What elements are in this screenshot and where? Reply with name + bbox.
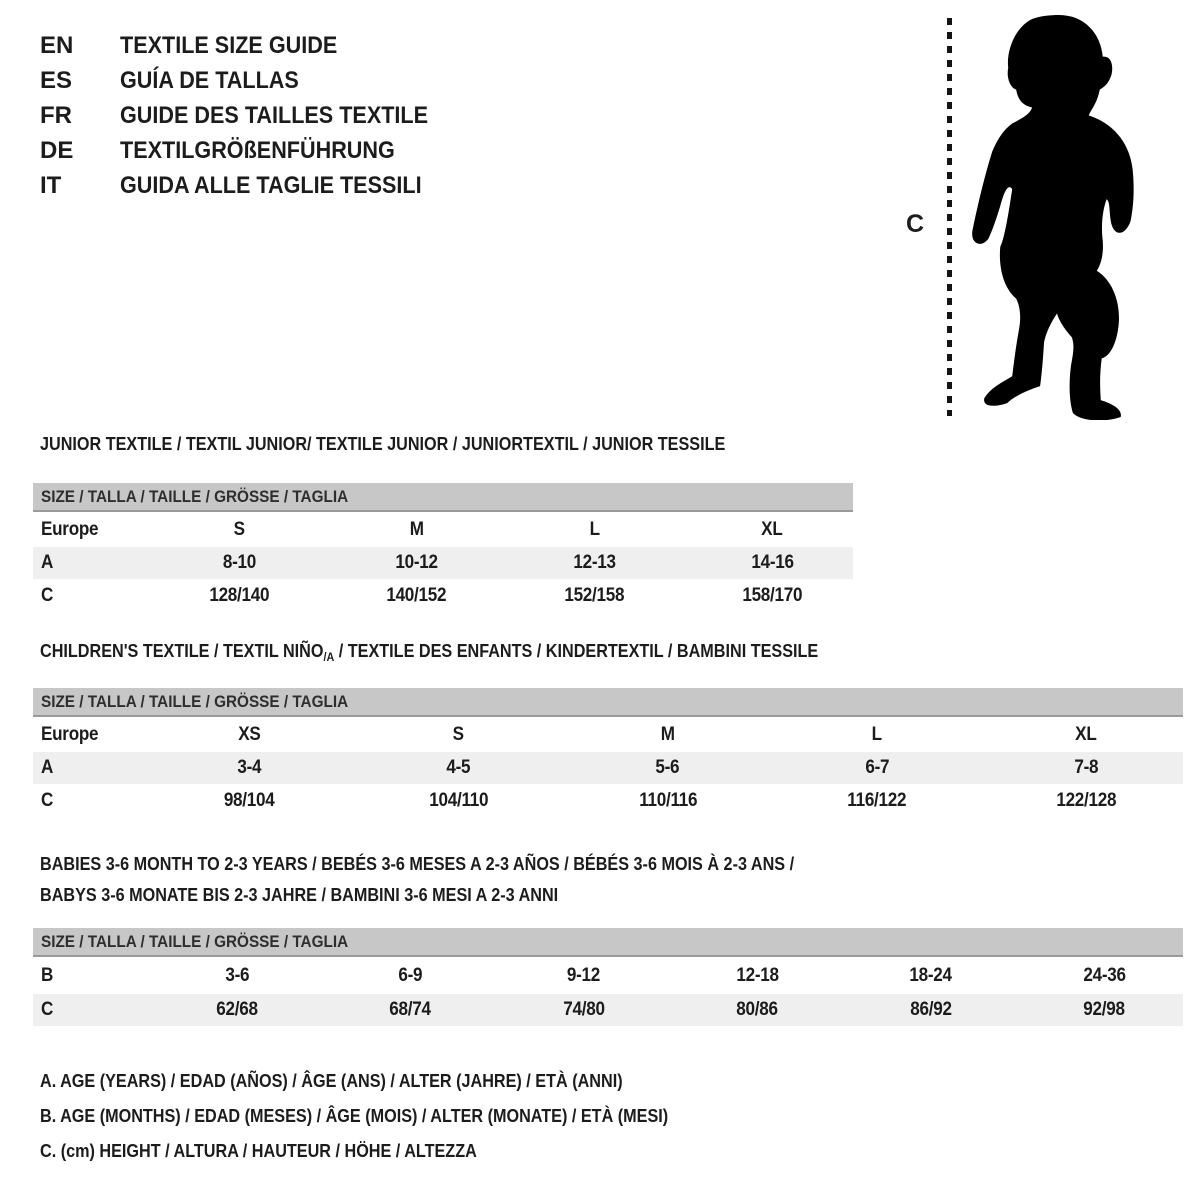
age-cell: 4-5: [446, 757, 471, 778]
row-label: C: [41, 789, 54, 811]
language-title-list: [40, 28, 462, 203]
table-row-height: [33, 784, 1183, 817]
months-cell: 6-9: [398, 964, 423, 986]
lang-row-es: [40, 63, 462, 98]
height-cell: 122/128: [1056, 789, 1117, 811]
size-header-text: SIZE / TALLA / TAILLE / GRÖSSE / TAGLIA: [41, 931, 349, 951]
table-row-region: [33, 512, 853, 547]
months-cell: 24-36: [1083, 964, 1126, 986]
table-row-age: [33, 547, 853, 579]
size-cell: M: [660, 723, 675, 745]
size-cell: L: [589, 518, 600, 540]
guide-title: GUÍA DE TALLAS: [120, 67, 299, 94]
guide-title: TEXTILGRÖßENFÜHRUNG: [120, 137, 395, 164]
height-cell: 152/158: [564, 584, 625, 606]
row-label: B: [41, 964, 54, 986]
row-label: Europe: [41, 518, 99, 540]
table-row-age: [33, 752, 1183, 784]
height-cell: 62/68: [216, 999, 258, 1020]
lang-code: IT: [40, 172, 62, 199]
junior-heading-text: JUNIOR TEXTILE / TEXTIL JUNIOR/ TEXTILE JUNIOR / JUNIORTEXTIL / JUNIOR TESSILE: [40, 434, 726, 454]
size-header-text: SIZE / TALLA / TAILLE / GRÖSSE / TAGLIA: [41, 691, 349, 711]
row-label: C: [41, 584, 54, 606]
row-label: A: [41, 757, 54, 778]
height-cell: 92/98: [1083, 999, 1125, 1020]
babies-heading-line1: BABIES 3-6 MONTH TO 2-3 YEARS / BEBÉS 3-6 MESES A 2-3 AÑOS / BÉBÉS 3-6 MOIS À 2-3 ANS /: [40, 854, 795, 874]
guide-title: GUIDE DES TAILLES TEXTILE: [120, 102, 429, 129]
age-cell: 5-6: [655, 757, 680, 778]
height-measure-dashed-line: [947, 18, 952, 416]
height-cell: 86/92: [910, 999, 952, 1020]
children-size-table: [33, 688, 1183, 817]
measure-legend: [40, 1064, 738, 1169]
age-cell: 8-10: [222, 552, 256, 573]
lang-row-de: [40, 133, 462, 168]
nino-a-subscript: /A: [323, 650, 335, 664]
guide-title: GUIDA ALLE TAGLIE TESSILI: [120, 172, 422, 199]
height-cell: 110/116: [638, 789, 697, 811]
height-cell: 104/110: [428, 789, 488, 811]
months-cell: 18-24: [909, 964, 952, 986]
size-cell: S: [233, 518, 245, 540]
height-cell: 98/104: [223, 789, 275, 811]
table-row-height: [33, 579, 853, 612]
size-cell: M: [409, 518, 424, 540]
height-cell: 74/80: [563, 999, 605, 1020]
height-cell: 158/170: [742, 584, 803, 606]
size-header-text: SIZE / TALLA / TAILLE / GRÖSSE / TAGLIA: [41, 486, 349, 506]
guide-title: TEXTILE SIZE GUIDE: [120, 32, 338, 59]
size-cell: S: [452, 723, 465, 745]
row-label: A: [41, 552, 54, 573]
size-cell: XL: [1075, 723, 1097, 745]
age-cell: 14-16: [750, 552, 794, 573]
table-row-region: [33, 717, 1183, 752]
legend-line-c: C. (cm) HEIGHT / ALTURA / HAUTEUR / HÖHE / ALTEZZA: [40, 1141, 477, 1161]
size-header-bar: [33, 483, 853, 512]
junior-section-heading: [40, 434, 801, 455]
lang-code: ES: [40, 67, 73, 94]
months-cell: 12-18: [736, 964, 779, 986]
lang-row-it: [40, 168, 462, 203]
lang-code: EN: [40, 32, 74, 59]
lang-row-en: [40, 28, 462, 63]
row-label: C: [41, 999, 54, 1020]
babies-size-table: [33, 928, 1183, 1026]
size-header-bar: [33, 928, 1183, 957]
table-row-age-months: [33, 957, 1183, 994]
age-cell: 12-13: [573, 552, 616, 573]
height-measure-label: C: [906, 210, 925, 238]
legend-line-b: B. AGE (MONTHS) / EDAD (MESES) / ÂGE (MOIS) / ALTER (MONATE) / ETÀ (MESI): [40, 1106, 669, 1126]
height-cell: 68/74: [389, 999, 432, 1020]
children-section-heading: [40, 641, 905, 664]
junior-size-table: [33, 483, 853, 612]
lang-code: DE: [40, 137, 74, 164]
lang-row-fr: [40, 98, 462, 133]
row-label: Europe: [41, 723, 99, 745]
height-cell: 80/86: [736, 999, 779, 1020]
size-cell: L: [871, 723, 883, 745]
height-cell: 128/140: [208, 584, 269, 606]
age-cell: 6-7: [865, 757, 889, 778]
legend-line-a: A. AGE (YEARS) / EDAD (AÑOS) / ÂGE (ANS) / ALTER (JAHRE) / ETÀ (ANNI): [40, 1071, 623, 1091]
size-cell: XS: [238, 723, 261, 745]
table-row-height: [33, 994, 1183, 1026]
size-header-bar: [33, 688, 1183, 717]
size-cell: XL: [761, 518, 783, 540]
age-cell: 10-12: [395, 552, 438, 573]
months-cell: 3-6: [225, 964, 249, 986]
babies-section-heading: [40, 849, 878, 911]
lang-code: FR: [40, 102, 72, 129]
height-cell: 116/122: [847, 789, 907, 811]
height-cell: 140/152: [386, 584, 447, 606]
children-heading-text: CHILDREN'S TEXTILE / TEXTIL $NIÑO_{/A}$ / TEXTILE DES ENFANTS / KINDERTEXTIL / BAMBINI TESSILE: [40, 641, 819, 664]
months-cell: 9-12: [567, 964, 601, 986]
babies-heading-line2: BABYS 3-6 MONATE BIS 2-3 JAHRE / BAMBINI 3-6 MESI A 2-3 ANNI: [40, 885, 559, 905]
toddler-silhouette-icon: [962, 12, 1144, 420]
age-cell: 3-4: [237, 757, 262, 778]
age-cell: 7-8: [1074, 757, 1099, 778]
